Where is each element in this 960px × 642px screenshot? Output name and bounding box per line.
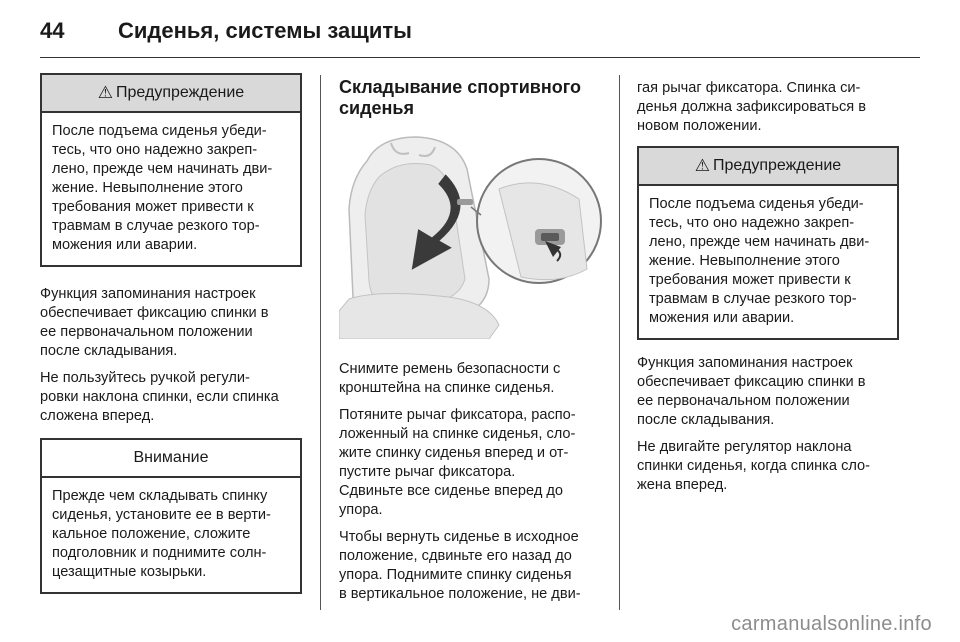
warning-box-title: Предупреждение [713, 157, 842, 174]
column-divider-2 [619, 75, 620, 610]
text-line: кальное положение, сложите [52, 526, 251, 542]
warning-box-header [639, 148, 897, 186]
text-line: требования может привести к [52, 199, 254, 215]
text-line: тесь, что оно надежно закреп- [52, 142, 258, 158]
text-line: После подъема сиденья убеди- [52, 123, 267, 139]
page-title: Сиденья, системы защиты [118, 18, 412, 43]
text-line: жение. Невыполнение этого [52, 180, 243, 196]
page-header [40, 12, 920, 60]
caution-box [40, 438, 302, 594]
warning-box-body [42, 113, 300, 265]
warning-box-right [637, 146, 899, 340]
text-line: травмам в случае резкого тор- [52, 218, 260, 234]
recline-note-paragraph: Не двигайте регулятор наклона спинки сиденья, когда спинка сло- жена вперед. [637, 439, 871, 493]
caution-box-body [42, 478, 300, 592]
warning-box-body [639, 186, 897, 338]
text-line: цезащитные козырьки. [52, 564, 207, 580]
warning-triangle-icon: ⚠ [694, 156, 711, 175]
recline-note-paragraph: Не пользуйтесь ручкой регули- ровки наклона спинки, если спинка сложена вперед. [40, 370, 279, 424]
warning-triangle-icon: ⚠ [97, 83, 114, 102]
text-line: можения или аварии. [649, 310, 795, 326]
text-line: лено, прежде чем начинать дви- [649, 234, 870, 250]
text-line: требования может привести к [649, 272, 851, 288]
watermark: carmanualsonline.info [731, 613, 932, 635]
text-line: Прежде чем складывать спинку [52, 488, 268, 504]
middle-column [339, 73, 603, 612]
fold-steps-paragraph: Потяните рычаг фиксатора, распо- ложенный на спинке сиденья, сло- жите спинку сиденья вперед и от- пустите рычаг фиксатора. Сдвиньте все сиденье вперед до упора. [339, 407, 576, 518]
section-title: Складывание спортивного сиденья [339, 77, 581, 118]
text-line: жение. Невыполнение этого [649, 253, 840, 269]
text-line: лено, прежде чем начинать дви- [52, 161, 273, 177]
text-line: подголовник и поднимите солн- [52, 545, 267, 561]
continued-paragraph: гая рычаг фиксатора. Спинка си- денья должна зафиксироваться в новом положении. [637, 80, 866, 134]
sport-seat-illustration [339, 129, 603, 339]
warning-box-title: Предупреждение [116, 84, 245, 101]
warning-box-left [40, 73, 302, 267]
text-line: можения или аварии. [52, 237, 198, 253]
right-column [637, 73, 899, 503]
remove-belt-paragraph: Снимите ремень безопасности с кронштейна на спинке сиденья. [339, 361, 561, 396]
text-line: сиденья, установите ее в верти- [52, 507, 271, 523]
page-number: 44 [40, 18, 65, 43]
text-line: травмам в случае резкого тор- [649, 291, 857, 307]
header-rule [40, 57, 920, 58]
warning-box-header [42, 75, 300, 113]
column-divider-1 [320, 75, 321, 610]
text-line: После подъема сиденья убеди- [649, 196, 864, 212]
memory-function-paragraph: Функция запоминания настроек обеспечивает фиксацию спинки в ее первоначальном положении после складывания. [637, 355, 866, 428]
memory-function-paragraph: Функция запоминания настроек обеспечивает фиксацию спинки в ее первоначальном положении после складывания. [40, 286, 269, 359]
caution-box-header [42, 440, 300, 478]
caution-box-title: Внимание [133, 449, 209, 466]
left-column [40, 73, 302, 608]
return-seat-paragraph: Чтобы вернуть сиденье в исходное положение, сдвиньте его назад до упора. Поднимите спинку сиденья в вертикальное положение, не дви- [339, 529, 581, 602]
text-line: тесь, что оно надежно закреп- [649, 215, 855, 231]
